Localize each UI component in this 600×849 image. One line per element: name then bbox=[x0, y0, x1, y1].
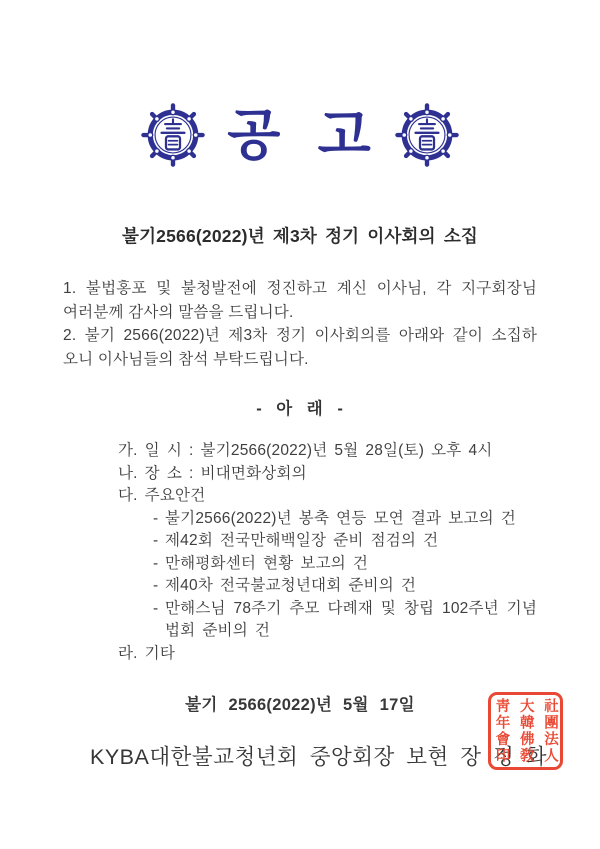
list-item-etc: 라. 기타 bbox=[118, 644, 176, 662]
dash-bullet: - bbox=[153, 554, 159, 572]
dharma-wheel-icon bbox=[392, 100, 462, 170]
agenda-item-continuation: 법회 준비의 건 bbox=[165, 622, 271, 639]
dash-bullet: - bbox=[153, 599, 159, 617]
notice-title: 공 고 bbox=[227, 103, 373, 166]
agenda-item: - 제42회 전국만해백일장 준비 점검의 건 bbox=[118, 530, 542, 553]
issue-date: 불기 2566(2022)년 5월 17일 bbox=[185, 696, 415, 714]
agenda-item: - 불기2566(2022)년 봉축 연등 모연 결과 보고의 건 bbox=[118, 508, 542, 531]
intro-line: 1. 불법홍포 및 불청발전에 정진하고 계신 이사님, 각 지구회장님 bbox=[63, 280, 537, 297]
agenda-item: - 만해평화센터 현황 보고의 건 bbox=[118, 553, 542, 576]
agenda-item: - 제40차 전국불교청년대회 준비의 건 bbox=[118, 575, 542, 598]
list-item-venue: 나. 장 소 : 비대면화상회의 bbox=[118, 464, 307, 482]
dash-bullet: - bbox=[153, 532, 159, 549]
agenda-item: - 만해스님 78주기 추모 다례재 및 창립 102주년 기념 bbox=[118, 598, 542, 621]
intro-paragraph bbox=[63, 277, 537, 371]
seal-column: 大韓佛敎 bbox=[517, 698, 535, 764]
seal-column: 社團法人 bbox=[542, 698, 559, 764]
dash-bullet: - bbox=[153, 509, 159, 527]
notice-header bbox=[0, 100, 600, 170]
intro-line: 오니 이사님들의 참석 부탁드립니다. bbox=[63, 350, 309, 368]
dash-bullet: - bbox=[153, 577, 159, 594]
signature-line: KYBA대한불교청년회 중앙회장 보현 장 정 화 bbox=[90, 745, 548, 769]
intro-line: 2. 불기 2566(2022)년 제3차 정기 이사회의를 아래와 같이 소집하 bbox=[63, 327, 537, 344]
meeting-title: 불기2566(2022)년 제3차 정기 이사회의 소집 bbox=[121, 226, 479, 246]
list-item-datetime: 가. 일 시 : 불기2566(2022)년 5월 28일(토) 오후 4시 bbox=[118, 442, 493, 459]
divider-label: - 아 래 - bbox=[256, 400, 344, 418]
meeting-details-list bbox=[118, 440, 542, 665]
list-item-agenda-header: 다. 주요안건 bbox=[118, 487, 206, 504]
official-seal bbox=[488, 692, 563, 770]
seal-column: 靑年會印 bbox=[493, 698, 511, 764]
intro-line: 여러분께 감사의 말씀을 드립니다. bbox=[63, 303, 294, 321]
dharma-wheel-icon bbox=[138, 100, 208, 170]
